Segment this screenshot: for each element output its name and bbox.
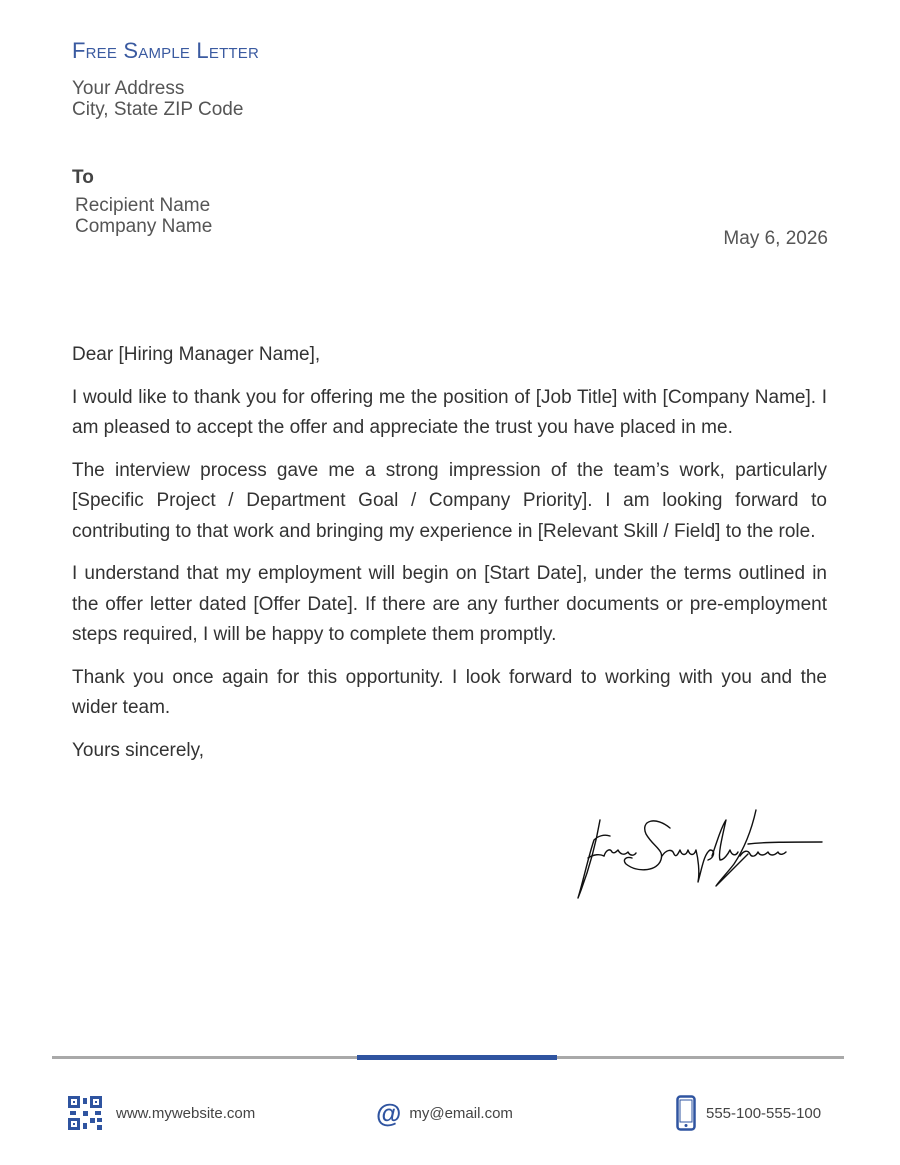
- body-paragraph: Thank you once again for this opportunity. I look forward to working with you and the wider team.: [72, 666, 827, 718]
- footer-phone[interactable]: [676, 1095, 821, 1131]
- body-paragraph: I understand that my employment will begin on [Start Date], under the terms outlined in the offer letter dated [Offer Date]. If there are any further documents or pre-employment steps required, I will be happy to complete them promptly.: [72, 563, 827, 645]
- recipient-block: [75, 195, 212, 237]
- brand-title: Free Sample Letter: [72, 38, 260, 63]
- salutation: Dear [Hiring Manager Name],: [72, 344, 321, 365]
- mobile-phone-icon: [676, 1095, 696, 1131]
- body-paragraph: The interview process gave me a strong impression of the team’s work, particularly [Specific Project / Department Goal / Company Priority]. I am looking forward to contributing to that work and bringing my experience in [Relevant Skill / Field] to the role.: [72, 459, 827, 542]
- email-text: my@email.com: [409, 1104, 513, 1122]
- recipient-name: Recipient Name: [75, 195, 211, 216]
- sender-address: Your Address: [72, 78, 185, 99]
- qr-code-icon: [68, 1096, 102, 1130]
- at-sign-icon: @: [376, 1098, 402, 1128]
- recipient-company: Company Name: [75, 216, 213, 237]
- footer-email[interactable]: [376, 1095, 513, 1131]
- footer-accent-bar: [357, 1055, 557, 1060]
- closing: Yours sincerely,: [72, 739, 205, 761]
- phone-text: 555-100-555-100: [706, 1104, 822, 1122]
- sender-block: [72, 78, 243, 120]
- sender-city-line: City, State ZIP Code: [72, 99, 244, 120]
- letter-body: [72, 340, 827, 778]
- letter-date: May 6, 2026: [723, 228, 828, 249]
- to-label: To: [72, 167, 94, 188]
- website-text: www.mywebsite.com: [116, 1104, 256, 1122]
- signature: [570, 798, 830, 908]
- footer-website[interactable]: [68, 1095, 255, 1131]
- body-paragraph: I would like to thank you for offering me the position of [Job Title] with [Company Name]. I am pleased to accept the offer and appreciate the trust you have placed in me.: [72, 386, 827, 438]
